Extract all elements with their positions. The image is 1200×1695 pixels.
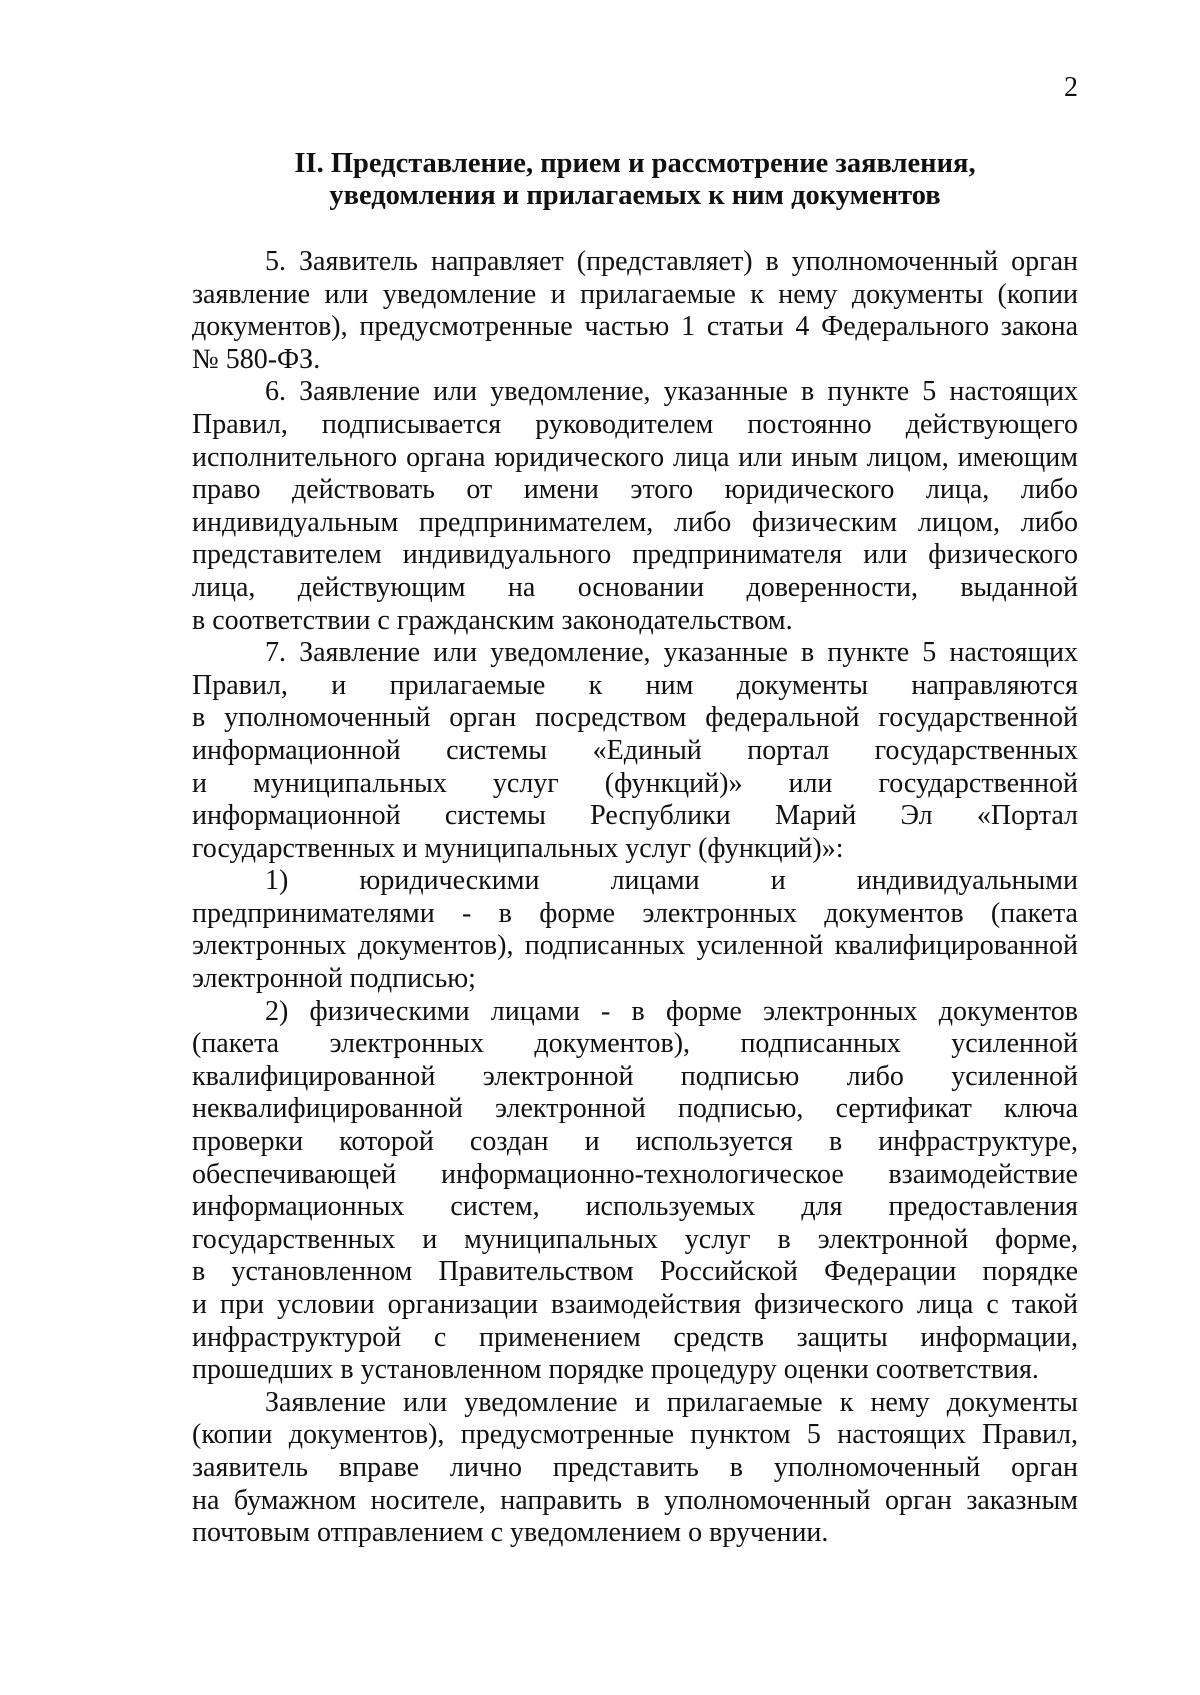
paragraph-6 [192,376,1078,637]
text-line: электронной подписью; [192,963,476,995]
section-title [192,148,1078,212]
text-line: исполнительного органа юридического лица или иным лицом, имеющим [192,441,1078,473]
text-line: Правил, подписывается руководителем постоянно действующего [192,408,1078,440]
text-line: 5. Заявитель направляет (представляет) в уполномоченный орган [265,246,1078,277]
text-line: инфраструктурой с применением средств защиты информации, [192,1321,1078,1353]
paragraph-7 [192,637,1078,865]
text-line: заявление или уведомление и прилагаемые к нему документы (копии [192,278,1078,310]
text-line: 6. Заявление или уведомление, указанные в пункте 5 настоящих [265,376,1078,408]
text-line: предпринимателями - в форме электронных документов (пакета [192,897,1078,929]
text-line: в соответствии с гражданским законодательством. [192,604,793,636]
text-line: Заявление или уведомление и прилагаемые к нему документы [265,1386,1078,1418]
text-line: проверки которой создан и используется в инфраструктуре, [192,1126,1078,1158]
text-line: государственных и муниципальных услуг (функций)»: [192,832,844,864]
paragraph-7-item-2 [192,996,1078,1387]
text-line: и муниципальных услуг (функций)» или государственной [192,767,1078,799]
text-line: информационной системы Республики Марий Эл «Портал [192,800,1078,832]
paragraph-final [192,1387,1078,1550]
text-line: № 580-ФЗ. [192,343,321,375]
text-line: заявитель вправе лично представить в уполномоченный орган [192,1451,1078,1483]
text-line: Правил, и прилагаемые к ним документы направляются [192,669,1078,701]
section-title-line: II. Представление, прием и рассмотрение заявления, [294,148,976,179]
document-body [192,246,1078,1550]
text-line: право действовать от имени этого юридического лица, либо [192,474,1078,506]
paragraph-7-item-1 [192,865,1078,995]
text-line: представителем индивидуального предпринимателя или физического [192,539,1078,571]
text-line: лица, действующим на основании доверенности, выданной [192,571,1078,603]
text-line: неквалифицированной электронной подписью, сертификат ключа [192,1093,1078,1125]
paragraph-5 [192,246,1078,376]
section-title-line: уведомления и прилагаемых к ним документов [329,180,941,211]
text-line: в установленном Правительством Российской Федерации порядке [192,1256,1078,1288]
text-line: обеспечивающей информационно-технологическое взаимодействие [192,1158,1078,1190]
text-line: 1) юридическими лицами и индивидуальными [265,865,1078,897]
text-line: 2) физическими лицами - в форме электронных документов [265,995,1078,1027]
text-line: электронных документов), подписанных усиленной квалифицированной [192,930,1078,962]
text-line: информационных систем, используемых для предоставления [192,1191,1078,1223]
page-number: 2 [1064,72,1078,103]
text-line: информационной системы «Единый портал государственных [192,734,1078,766]
text-line: 7. Заявление или уведомление, указанные в пункте 5 настоящих [265,637,1078,669]
text-line: на бумажном носителе, направить в уполномоченный орган заказным [192,1484,1078,1516]
text-line: государственных и муниципальных услуг в электронной форме, [192,1223,1078,1255]
text-line: (пакета электронных документов), подписанных усиленной [192,1028,1078,1060]
text-line: индивидуальным предпринимателем, либо физическим лицом, либо [192,506,1078,538]
text-line: (копии документов), предусмотренные пунктом 5 настоящих Правил, [192,1419,1078,1451]
text-line: документов), предусмотренные частью 1 статьи 4 Федерального закона [192,311,1078,343]
text-line: и при условии организации взаимодействия физического лица с такой [192,1289,1078,1320]
text-line: прошедших в установленном порядке процедуру оценки соответствия. [192,1354,1039,1386]
text-line: квалифицированной электронной подписью либо усиленной [192,1060,1078,1092]
text-line: в уполномоченный орган посредством федеральной государственной [192,702,1078,734]
text-line: почтовым отправлением с уведомлением о вручении. [192,1517,829,1549]
